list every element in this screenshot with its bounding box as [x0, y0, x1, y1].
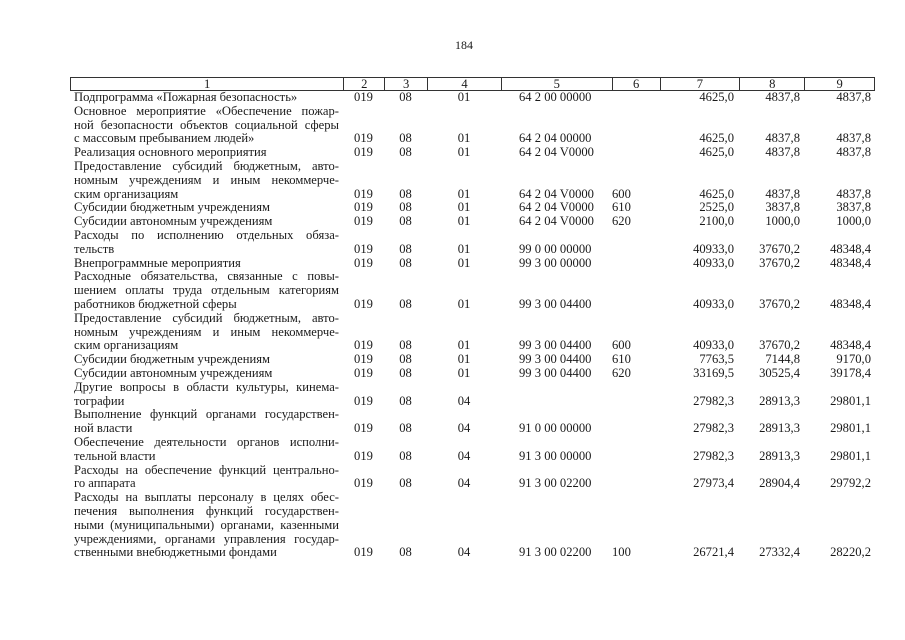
amount-year-3: 9170,0 — [836, 352, 871, 367]
section-code: 08 — [399, 186, 412, 201]
subsection-code: 01 — [457, 200, 471, 215]
amount-year-2: 28904,4 — [759, 476, 800, 491]
table-row — [70, 215, 875, 229]
table-header — [70, 77, 875, 91]
row-name — [70, 408, 343, 436]
row-name — [70, 367, 343, 381]
row-name-line: номным учреждениям и иным некоммерче- — [74, 324, 339, 339]
target-article: 99 3 00 04400 — [519, 365, 592, 380]
expense-type: 620 — [612, 214, 631, 229]
subsection-code: 04 — [457, 448, 471, 463]
amount-year-2: 27332,4 — [759, 545, 800, 560]
amount-year-3: 3837,8 — [836, 200, 871, 215]
amount-year-3: 48348,4 — [830, 338, 871, 353]
amount-year-1: 4625,0 — [699, 145, 734, 160]
section-code: 08 — [399, 255, 412, 270]
row-name — [70, 91, 343, 105]
amount-year-3: 4837,8 — [836, 131, 871, 146]
header-col-1: 1 — [204, 77, 211, 91]
subsection-code: 04 — [457, 421, 471, 436]
row-name-line: Реализация основного мероприятия — [74, 145, 267, 160]
gr-code: 019 — [354, 448, 373, 463]
amount-year-1: 7763,5 — [699, 352, 734, 367]
section-code: 08 — [399, 214, 412, 229]
section-code: 08 — [399, 338, 412, 353]
subsection-code: 01 — [457, 214, 471, 229]
table-row — [70, 353, 875, 367]
amount-year-1: 4625,0 — [699, 90, 734, 104]
amount-year-3: 48348,4 — [830, 255, 871, 270]
target-article: 64 2 04 V0000 — [519, 200, 594, 215]
budget-table — [70, 77, 875, 560]
target-article: 64 2 04 V0000 — [519, 214, 594, 229]
table-row — [70, 312, 875, 353]
subsection-code: 04 — [457, 393, 471, 408]
table-row — [70, 91, 875, 105]
row-name-line: ными (муниципальными) органами, казенными — [74, 517, 339, 532]
amount-year-2: 4837,8 — [765, 186, 800, 201]
target-article: 91 0 00 00000 — [519, 421, 592, 436]
row-name — [70, 201, 343, 215]
subsection-code: 01 — [457, 365, 471, 380]
row-name-line: Другие вопросы в области культуры, кинема- — [74, 379, 339, 394]
row-name — [70, 160, 343, 201]
amount-year-1: 40933,0 — [693, 255, 734, 270]
row-name-line: го аппарата — [74, 476, 136, 491]
subsection-code: 01 — [457, 131, 471, 146]
section-code: 08 — [399, 476, 412, 491]
amount-year-2: 37670,2 — [759, 338, 800, 353]
page-number: 184 — [455, 38, 473, 52]
amount-year-3: 29801,1 — [830, 421, 871, 436]
row-name — [70, 491, 343, 560]
row-name-line: печения выполнения функций государствен- — [74, 503, 339, 518]
target-article: 91 3 00 02200 — [519, 545, 592, 560]
row-name-line: Субсидии бюджетным учреждениям — [74, 200, 270, 215]
row-name — [70, 381, 343, 409]
gr-code: 019 — [354, 393, 373, 408]
table-row — [70, 464, 875, 492]
amount-year-2: 28913,3 — [759, 421, 800, 436]
amount-year-2: 3837,8 — [765, 200, 800, 215]
gr-code: 019 — [354, 421, 373, 436]
section-code: 08 — [399, 365, 412, 380]
amount-year-1: 2525,0 — [699, 200, 734, 215]
row-name-line: Субсидии бюджетным учреждениям — [74, 352, 270, 367]
target-article: 99 3 00 04400 — [519, 296, 592, 311]
section-code: 08 — [399, 393, 412, 408]
row-name — [70, 436, 343, 464]
table-row — [70, 257, 875, 271]
table-row — [70, 491, 875, 560]
row-name — [70, 229, 343, 257]
target-article: 99 3 00 04400 — [519, 338, 592, 353]
amount-year-2: 1000,0 — [765, 214, 800, 229]
row-name — [70, 464, 343, 492]
gr-code: 019 — [354, 476, 373, 491]
subsection-code: 01 — [457, 145, 471, 160]
amount-year-2: 4837,8 — [765, 131, 800, 146]
amount-year-2: 37670,2 — [759, 296, 800, 311]
row-name-line: Подпрограмма «Пожарная безопасность» — [74, 90, 298, 104]
amount-year-3: 48348,4 — [830, 296, 871, 311]
table-body — [70, 91, 875, 560]
header-col-3: 3 — [384, 78, 427, 90]
section-code: 08 — [399, 421, 412, 436]
header-col-7: 7 — [660, 78, 740, 90]
row-name-line: Внепрограммные мероприятия — [74, 255, 241, 270]
amount-year-1: 27982,3 — [693, 393, 734, 408]
amount-year-3: 39178,4 — [830, 365, 871, 380]
header-col-4: 4 — [427, 78, 501, 90]
amount-year-2: 30525,4 — [759, 365, 800, 380]
row-name-line: ским организациям — [74, 186, 179, 201]
row-name-line: Субсидии автономным учреждениям — [74, 214, 273, 229]
subsection-code: 01 — [457, 296, 471, 311]
expense-type: 610 — [612, 200, 631, 215]
subsection-code: 01 — [457, 241, 471, 256]
amount-year-1: 2100,0 — [699, 214, 734, 229]
section-code: 08 — [399, 241, 412, 256]
row-name-line: Предоставление субсидий бюджетным, авто- — [74, 158, 339, 173]
amount-year-1: 27982,3 — [693, 448, 734, 463]
amount-year-1: 27982,3 — [693, 421, 734, 436]
amount-year-2: 28913,3 — [759, 448, 800, 463]
row-name-line: Основное мероприятие «Обеспечение пожар- — [74, 103, 339, 118]
target-article: 91 3 00 02200 — [519, 476, 592, 491]
table-row — [70, 160, 875, 201]
row-name — [70, 270, 343, 311]
row-name — [70, 215, 343, 229]
row-name-line: с массовым пребыванием людей» — [74, 131, 255, 146]
amount-year-2: 37670,2 — [759, 241, 800, 256]
header-col-6: 6 — [612, 78, 660, 90]
gr-code: 019 — [354, 296, 373, 311]
row-name-line: ственными внебюджетными фондами — [74, 545, 277, 560]
target-article: 64 2 04 00000 — [519, 131, 592, 146]
header-col-9: 9 — [804, 78, 874, 90]
expense-type: 610 — [612, 352, 631, 367]
expense-type: 620 — [612, 365, 631, 380]
gr-code: 019 — [354, 145, 373, 160]
row-name — [70, 146, 343, 160]
gr-code: 019 — [354, 365, 373, 380]
amount-year-3: 4837,8 — [836, 186, 871, 201]
table-row — [70, 146, 875, 160]
amount-year-1: 4625,0 — [699, 131, 734, 146]
table-row — [70, 229, 875, 257]
gr-code: 019 — [354, 200, 373, 215]
gr-code: 019 — [354, 241, 373, 256]
amount-year-1: 27973,4 — [693, 476, 734, 491]
section-code: 08 — [399, 545, 412, 560]
row-name-line: тельств — [74, 241, 115, 256]
subsection-code: 01 — [457, 352, 471, 367]
subsection-code: 01 — [457, 255, 471, 270]
row-name-line: учреждениями, органами управления государ- — [74, 531, 339, 546]
gr-code: 019 — [354, 90, 373, 104]
table-row — [70, 408, 875, 436]
row-name-line: Расходные обязательства, связанные с повы- — [74, 269, 339, 284]
amount-year-3: 4837,8 — [836, 145, 871, 160]
header-col-5: 5 — [501, 78, 612, 90]
target-article: 64 2 04 V0000 — [519, 145, 594, 160]
target-article: 64 2 00 00000 — [519, 90, 592, 104]
amount-year-3: 48348,4 — [830, 241, 871, 256]
row-name-line: Обеспечение деятельности органов исполни- — [74, 434, 339, 449]
amount-year-1: 40933,0 — [693, 296, 734, 311]
amount-year-2: 7144,8 — [765, 352, 800, 367]
row-name-line: ной безопасности объектов социальной сферы — [74, 117, 339, 132]
gr-code: 019 — [354, 338, 373, 353]
section-code: 08 — [399, 296, 412, 311]
row-name — [70, 257, 343, 271]
gr-code: 019 — [354, 545, 373, 560]
row-name-line: Выполнение функций органами государствен- — [74, 407, 339, 422]
amount-year-3: 29801,1 — [830, 393, 871, 408]
amount-year-1: 40933,0 — [693, 338, 734, 353]
gr-code: 019 — [354, 186, 373, 201]
table-row — [70, 270, 875, 311]
row-name-line: тельной власти — [74, 448, 156, 463]
amount-year-2: 4837,8 — [765, 145, 800, 160]
gr-code: 019 — [354, 255, 373, 270]
table-row — [70, 367, 875, 381]
amount-year-3: 28220,2 — [830, 545, 871, 560]
amount-year-3: 4837,8 — [836, 90, 871, 104]
header-col-8: 8 — [739, 78, 804, 90]
amount-year-1: 40933,0 — [693, 241, 734, 256]
row-name-line: тографии — [74, 393, 125, 408]
row-name-line: Субсидии автономным учреждениям — [74, 365, 273, 380]
amount-year-3: 1000,0 — [836, 214, 871, 229]
subsection-code: 04 — [457, 476, 471, 491]
row-name-line: Расходы на выплаты персоналу в целях обес- — [74, 490, 339, 505]
amount-year-1: 26721,4 — [693, 545, 734, 560]
table-row — [70, 381, 875, 409]
target-article: 99 3 00 00000 — [519, 255, 592, 270]
subsection-code: 04 — [457, 545, 471, 560]
row-name-line: Расходы по исполнению отдельных обяза- — [74, 227, 339, 242]
row-name — [70, 105, 343, 146]
amount-year-3: 29801,1 — [830, 448, 871, 463]
subsection-code: 01 — [457, 186, 471, 201]
table-row — [70, 201, 875, 215]
section-code: 08 — [399, 200, 412, 215]
section-code: 08 — [399, 448, 412, 463]
target-article: 99 3 00 04400 — [519, 352, 592, 367]
section-code: 08 — [399, 145, 412, 160]
amount-year-2: 37670,2 — [759, 255, 800, 270]
expense-type: 100 — [612, 545, 631, 560]
section-code: 08 — [399, 352, 412, 367]
amount-year-2: 28913,3 — [759, 393, 800, 408]
row-name-line: номным учреждениям и иным некоммерче- — [74, 172, 339, 187]
amount-year-2: 4837,8 — [765, 90, 800, 104]
section-code: 08 — [399, 90, 412, 104]
table-row — [70, 436, 875, 464]
target-article: 64 2 04 V0000 — [519, 186, 594, 201]
row-name — [70, 353, 343, 367]
table-row — [70, 105, 875, 146]
target-article: 99 0 00 00000 — [519, 241, 592, 256]
amount-year-1: 4625,0 — [699, 186, 734, 201]
row-name-line: ной власти — [74, 421, 133, 436]
row-name-line: Предоставление субсидий бюджетным, авто- — [74, 310, 339, 325]
target-article: 91 3 00 00000 — [519, 448, 592, 463]
row-name — [70, 312, 343, 353]
expense-type: 600 — [612, 186, 631, 201]
gr-code: 019 — [354, 352, 373, 367]
row-name-line: шением оплаты труда отдельным категориям — [74, 283, 339, 298]
section-code: 08 — [399, 131, 412, 146]
amount-year-3: 29792,2 — [830, 476, 871, 491]
subsection-code: 01 — [457, 90, 471, 104]
expense-type: 600 — [612, 338, 631, 353]
row-name-line: ским организациям — [74, 338, 179, 353]
subsection-code: 01 — [457, 338, 471, 353]
gr-code: 019 — [354, 214, 373, 229]
amount-year-1: 33169,5 — [693, 365, 734, 380]
row-name-line: Расходы на обеспечение функций центрально- — [74, 462, 339, 477]
header-col-2: 2 — [343, 78, 384, 90]
gr-code: 019 — [354, 131, 373, 146]
row-name-line: работников бюджетной сферы — [74, 296, 237, 311]
